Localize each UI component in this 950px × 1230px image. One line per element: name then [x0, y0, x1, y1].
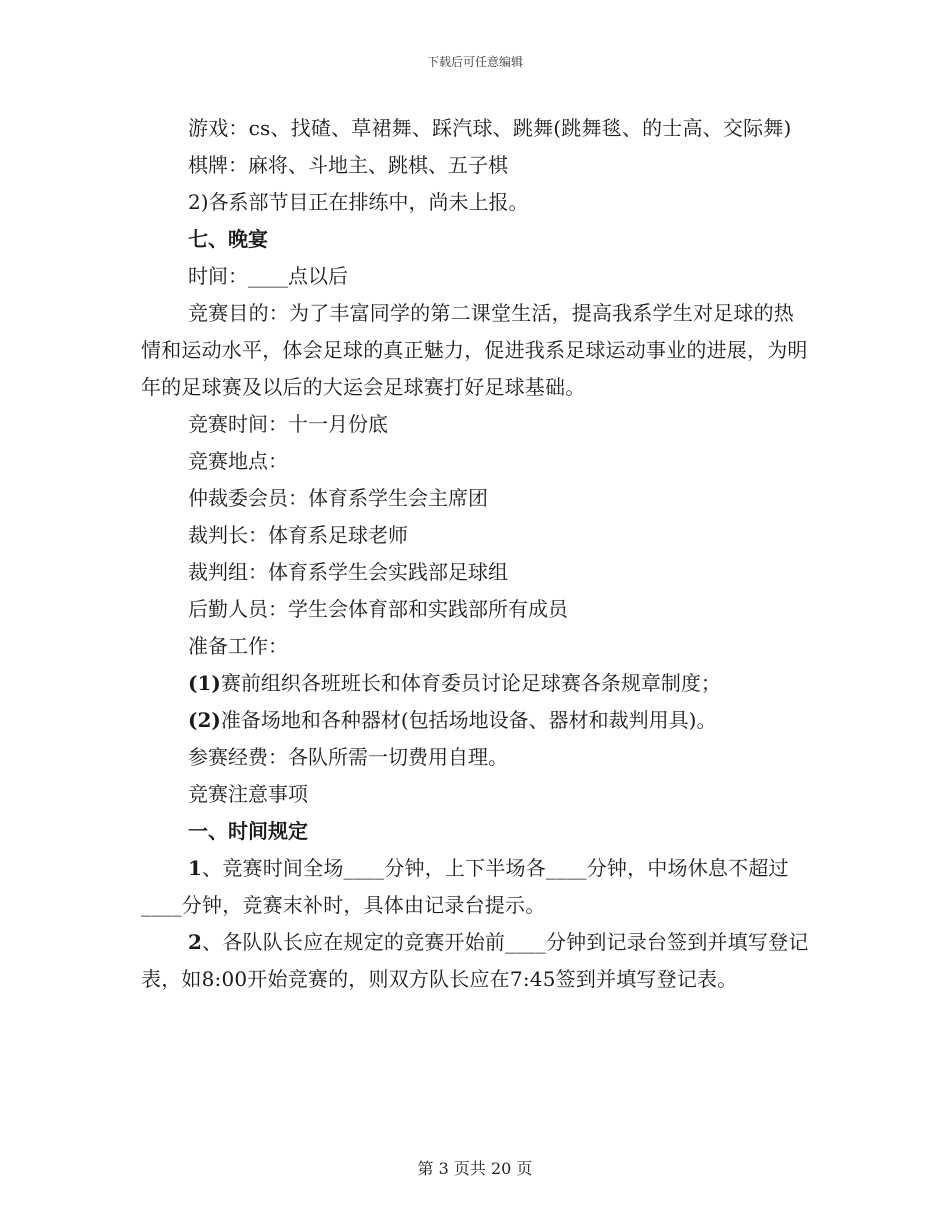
paragraph-match-time: 竞赛时间：十一月份底	[188, 412, 388, 436]
paragraph-dept-programs: 2)各系部节目正在排练中，尚未上报。	[188, 190, 529, 214]
rule-text: 、竞赛时间全场____分钟，上下半场各____分钟，中场休息不超过____分钟，竞赛末补时，具体由记录台提示。	[141, 856, 789, 917]
paragraph-venue: 竞赛地点：	[188, 449, 288, 473]
paragraph-notes: 竞赛注意事项	[188, 782, 308, 806]
rule-number: 1	[188, 856, 203, 880]
rule-1	[141, 850, 811, 924]
paragraph-referee-group: 裁判组：体育系学生会实践部足球组	[188, 560, 508, 584]
rule-2	[141, 924, 811, 998]
paragraph-time: 时间：____点以后	[188, 264, 348, 288]
heading-banquet: 七、晚宴	[188, 227, 268, 251]
header-note: 下载后可任意编辑	[426, 55, 523, 69]
list-number: (2)	[188, 708, 221, 732]
rule-text: 、各队队长应在规定的竞赛开始前____分钟到记录台签到并填写登记表，如8:00开始竞赛的，则双方队长应在7:45签到并填写登记表。	[141, 930, 809, 991]
page-number: 第 3 页共 20 页	[417, 1159, 533, 1178]
paragraph-committee: 仲裁委会员：体育系学生会主席团	[188, 486, 488, 510]
list-item-prep-1	[141, 665, 811, 702]
rule-number: 2	[188, 930, 203, 954]
list-text: 准备场地和各种器材(包括场地设备、器材和裁判用具)。	[220, 708, 717, 732]
paragraph-fee: 参赛经费：各队所需一切费用自理。	[188, 745, 508, 769]
paragraph-logistics: 后勤人员：学生会体育部和实践部所有成员	[188, 597, 568, 621]
list-item-prep-2	[141, 702, 811, 739]
paragraph-preparation: 准备工作：	[188, 634, 288, 658]
heading-time-rules: 一、时间规定	[188, 819, 308, 843]
paragraph-chess: 棋牌：麻将、斗地主、跳棋、五子棋	[188, 153, 508, 177]
paragraph-chief-referee: 裁判长：体育系足球老师	[188, 523, 408, 547]
list-text: 赛前组织各班班长和体育委员讨论足球赛各条规章制度；	[220, 671, 721, 695]
list-number: (1)	[188, 671, 221, 695]
paragraph-purpose: 竞赛目的：为了丰富同学的第二课堂生活，提高我系学生对足球的热情和运动水平，体会足球的真正魅力，促进我系足球运动事业的进展，为明年的足球赛及以后的大运会足球赛打好足球基础。	[141, 301, 808, 399]
document-body	[141, 110, 811, 998]
paragraph-games: 游戏：cs、找碴、草裙舞、踩汽球、跳舞(跳舞毯、的士高、交际舞)	[188, 116, 792, 140]
